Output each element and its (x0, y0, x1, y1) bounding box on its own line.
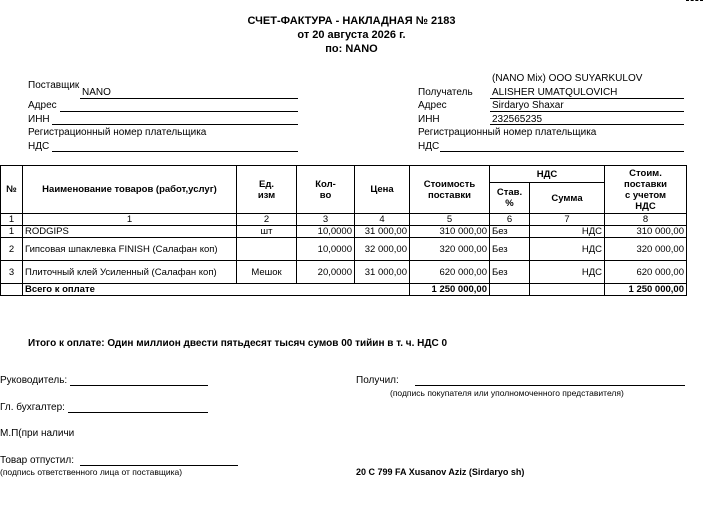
header-name: Наименование товаров (работ,услуг) (23, 166, 237, 214)
director-label: Руководитель: (0, 375, 68, 386)
supplier-name: NANO (82, 87, 111, 98)
row-no: 2 (1, 238, 23, 261)
table-row (1, 261, 687, 284)
col-number: 4 (355, 214, 410, 226)
receiver-vat-label: НДС (418, 141, 440, 152)
receiver-label: Получатель (418, 87, 473, 98)
row-no: 3 (1, 261, 23, 284)
total-sum: 1 250 000,00 (605, 284, 687, 296)
row-unit (237, 238, 297, 261)
row-total: 620 000,00 (605, 261, 687, 284)
header-vat-rate: Став. % (490, 183, 530, 214)
row-unit: Мешок (237, 261, 297, 284)
director-sign-line (70, 385, 208, 386)
items-table (0, 165, 687, 296)
footer-code: 20 C 799 FA Xusanov Aziz (Sirdaryo sh) (356, 467, 525, 477)
column-numbers-row (1, 214, 687, 226)
row-unit: шт (237, 226, 297, 238)
supplier-name-line (80, 98, 298, 99)
supplier-address-line (60, 111, 298, 112)
header-no: № (1, 166, 23, 214)
receiver-inn: 232565235 (492, 114, 543, 125)
receiver-address-line (490, 111, 684, 112)
row-qty: 10,0000 (297, 226, 355, 238)
table-row (1, 238, 687, 261)
row-total: 320 000,00 (605, 238, 687, 261)
row-qty: 20,0000 (297, 261, 355, 284)
receiver-name-line (490, 98, 684, 99)
receiver-vat-line (440, 151, 684, 152)
supplier-reg-label: Регистрационный номер плательщика (28, 127, 207, 138)
row-name: Плиточный клей Усиленный (Салафан коп) (23, 261, 237, 284)
header-total: Стоим. поставки с учетом НДС (605, 166, 687, 214)
invoice-po: по: NANO (325, 43, 378, 55)
total-empty (490, 284, 530, 296)
receiver-reg-label: Регистрационный номер плательщика (418, 127, 597, 138)
released-note: (подпись ответственного лица от поставщика) (0, 467, 183, 477)
row-name: RODGIPS (23, 226, 237, 238)
col-number: 2 (237, 214, 297, 226)
row-cost: 620 000,00 (410, 261, 490, 284)
header-vat: НДС (490, 166, 605, 183)
supplier-vat-line (52, 151, 298, 152)
received-label: Получил: (356, 375, 399, 386)
total-cost: 1 250 000,00 (410, 284, 490, 296)
col-number: 3 (297, 214, 355, 226)
invoice-date: от 20 августа 2026 г. (297, 29, 406, 41)
row-cost: 320 000,00 (410, 238, 490, 261)
accountant-label: Гл. бухгалтер: (0, 402, 65, 413)
col-number: 6 (490, 214, 530, 226)
header-qty: Кол- во (297, 166, 355, 214)
col-number: 8 (605, 214, 687, 226)
receiver-name-line2: ALISHER UMATQULOVICH (492, 87, 618, 98)
total-label: Всего к оплате (23, 284, 410, 296)
header-price: Цена (355, 166, 410, 214)
received-note: (подпись покупателя или уполномоченного представителя) (390, 388, 624, 398)
row-vat-sum: НДС (530, 261, 605, 284)
amount-in-words: Итого к оплате: Один миллион двести пятьдесят тысяч сумов 00 тийин в т. ч. НДС 0 (28, 338, 448, 349)
released-sign-line (80, 465, 238, 466)
total-empty (530, 284, 605, 296)
page-edge-dashes (686, 0, 703, 1)
row-no: 1 (1, 226, 23, 238)
receiver-address-label: Адрес (418, 100, 447, 111)
header-unit: Ед. изм (237, 166, 297, 214)
row-total: 310 000,00 (605, 226, 687, 238)
stamp-label: М.П(при наличи (0, 428, 75, 439)
col-number: 5 (410, 214, 490, 226)
header-vat-sum: Сумма (530, 183, 605, 214)
invoice-title: СЧЕТ-ФАКТУРА - НАКЛАДНАЯ № 2183 (247, 15, 456, 27)
supplier-inn-line (52, 124, 298, 125)
receiver-inn-line (490, 124, 684, 125)
receiver-address: Sirdaryo Shaxar (492, 100, 564, 111)
row-vat-rate: Без (490, 226, 530, 238)
col-number: 1 (23, 214, 237, 226)
supplier-address-label: Адрес (28, 100, 57, 111)
col-number: 7 (530, 214, 605, 226)
row-vat-sum: НДС (530, 238, 605, 261)
row-qty: 10,0000 (297, 238, 355, 261)
row-name: Гипсовая шпаклевка FINISH (Салафан коп) (23, 238, 237, 261)
row-vat-rate: Без (490, 261, 530, 284)
total-row (1, 284, 687, 296)
released-label: Товар отпустил: (0, 455, 74, 466)
supplier-label: Поставщик (28, 80, 80, 91)
supplier-vat-label: НДС (28, 141, 50, 152)
row-cost: 310 000,00 (410, 226, 490, 238)
receiver-inn-label: ИНН (418, 114, 440, 125)
row-price: 32 000,00 (355, 238, 410, 261)
received-sign-line (415, 385, 685, 386)
accountant-sign-line (68, 412, 208, 413)
row-vat-sum: НДС (530, 226, 605, 238)
total-empty (1, 284, 23, 296)
col-number: 1 (1, 214, 23, 226)
table-row (1, 226, 687, 238)
row-price: 31 000,00 (355, 261, 410, 284)
row-vat-rate: Без (490, 238, 530, 261)
receiver-name-line1: (NANO Mix) OOO SUYARKULOV (492, 73, 643, 84)
row-price: 31 000,00 (355, 226, 410, 238)
supplier-inn-label: ИНН (28, 114, 50, 125)
header-cost: Стоимость поставки (410, 166, 490, 214)
